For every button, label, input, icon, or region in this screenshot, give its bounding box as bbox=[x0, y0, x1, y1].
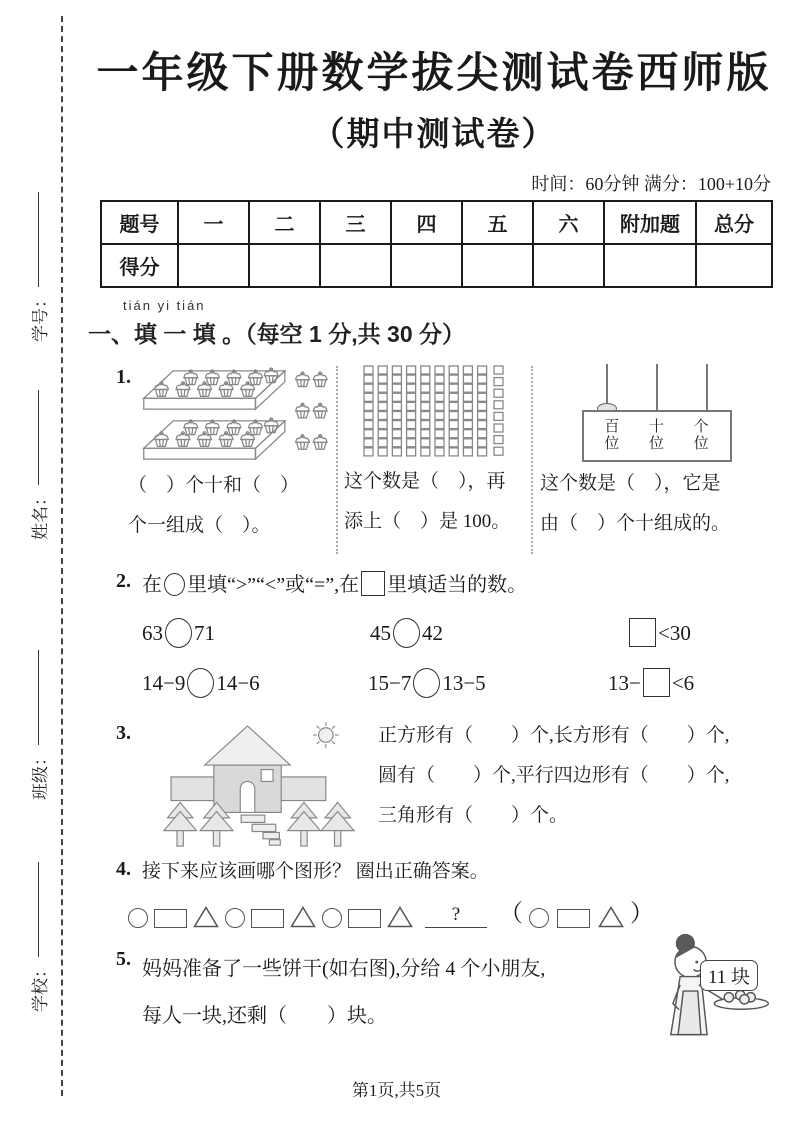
score-input-cell bbox=[604, 244, 696, 287]
score-table bbox=[100, 200, 773, 288]
q5-line2: 每人一块,还剩（ ）块。 bbox=[142, 1005, 387, 1027]
triangle-shape-icon bbox=[290, 906, 316, 928]
name-blank bbox=[38, 390, 39, 485]
abacus-image bbox=[540, 362, 773, 464]
score-table-cell: 附加题 bbox=[604, 201, 696, 244]
student-id-label: 学号： bbox=[30, 291, 50, 342]
score-table-cell: 二 bbox=[249, 201, 320, 244]
school-field bbox=[26, 812, 50, 1012]
abacus-rod-ones bbox=[706, 364, 708, 410]
fill-box-icon bbox=[643, 668, 670, 697]
student-id-field bbox=[26, 142, 50, 342]
q4-options-open-paren: （ bbox=[499, 901, 523, 927]
q2-number: 2. bbox=[116, 570, 131, 592]
rectangle-shape-icon bbox=[557, 909, 590, 928]
option-shapes bbox=[529, 906, 624, 928]
q2-prompt bbox=[142, 568, 527, 597]
q2-item-2 bbox=[370, 618, 443, 648]
seal-dashed-line bbox=[61, 16, 63, 1096]
cookie-count-label: 11 块 bbox=[700, 960, 758, 991]
triangle-shape-icon bbox=[598, 906, 624, 928]
q2-item-4-left: 14−9 bbox=[142, 671, 186, 695]
name-label: 姓名： bbox=[30, 489, 50, 540]
q2-item-5-right: 13−5 bbox=[442, 671, 486, 695]
q2-item-6-right: <6 bbox=[671, 671, 695, 695]
score-input-cell bbox=[391, 244, 462, 287]
compare-circle-icon bbox=[165, 618, 192, 648]
q1-divider-1 bbox=[336, 366, 338, 554]
q5-line1: 妈妈准备了一些饼干(如右图),分给 4 个小朋友, bbox=[142, 958, 546, 980]
section-one-heading bbox=[88, 316, 465, 349]
school-blank bbox=[38, 862, 39, 957]
score-table-header-row bbox=[101, 201, 772, 244]
q3-text bbox=[378, 716, 730, 836]
class-blank bbox=[38, 650, 39, 745]
score-row-label: 得分 bbox=[101, 244, 178, 287]
score-table-cell: 三 bbox=[320, 201, 391, 244]
triangle-shape-icon bbox=[387, 906, 413, 928]
student-id-blank bbox=[38, 192, 39, 287]
score-table-cell: 总分 bbox=[696, 201, 772, 244]
score-table-cell: 六 bbox=[533, 201, 604, 244]
q3-line2: 圆有（ ）个,平行四边形有（ ）个, bbox=[378, 765, 730, 786]
q1-col2-text-line2: 添上（ ）是 100。 bbox=[344, 511, 511, 532]
mother-with-cookies-image bbox=[648, 930, 788, 1048]
ones-place-label: 个位 bbox=[693, 419, 709, 452]
circle-shape-icon bbox=[322, 908, 342, 928]
q1-col3-text-line1: 这个数是（ ），它是 bbox=[540, 473, 721, 494]
q3-line1: 正方形有（ ）个,长方形有（ ）个, bbox=[378, 725, 730, 746]
q2-item-3-right: <30 bbox=[658, 621, 691, 645]
q2-prompt-part3: 里填适当的数。 bbox=[387, 574, 528, 596]
circle-shape-icon bbox=[529, 908, 549, 928]
class-label: 班级： bbox=[30, 749, 50, 800]
q4-prompt: 接下来应该画哪个图形？ 圈出正确答案。 bbox=[142, 861, 489, 882]
rectangle-shape-icon bbox=[251, 909, 284, 928]
box-placeholder-icon bbox=[361, 571, 385, 596]
q4-answer-blank: ? bbox=[425, 903, 487, 928]
score-input-cell bbox=[320, 244, 391, 287]
class-field bbox=[26, 600, 50, 800]
triangle-shape-icon bbox=[193, 906, 219, 928]
q2-prompt-part2: 里填“>”“<”或“=”,在 bbox=[187, 574, 360, 596]
q2-item-2-left: 45 bbox=[370, 621, 391, 645]
q1-column-abacus bbox=[540, 362, 773, 554]
sun-icon bbox=[313, 722, 338, 747]
page-title: 一年级下册数学拔尖测试卷西师版 bbox=[96, 51, 772, 97]
section-title: 填 一 填 。 bbox=[134, 321, 246, 347]
q1-number: 1. bbox=[116, 366, 131, 388]
score-input-cell bbox=[696, 244, 772, 287]
cupcake-trays-image bbox=[128, 362, 332, 466]
compare-circle-icon bbox=[187, 668, 214, 698]
q2-prompt-part1: 在 bbox=[142, 574, 162, 596]
hundreds-place-label: 百位 bbox=[604, 419, 620, 452]
school-label: 学校： bbox=[30, 961, 50, 1012]
time-score-info: 时间：60分钟 满分：100+10分 bbox=[531, 174, 771, 194]
score-input-cell bbox=[249, 244, 320, 287]
q1-col1-text-line2: 个一组成（ ）。 bbox=[128, 515, 271, 536]
q2-item-1-left: 63 bbox=[142, 621, 163, 645]
q1-col3-text-line2: 由（ ）个十组成的。 bbox=[540, 513, 731, 534]
circle-shape-icon bbox=[128, 908, 148, 928]
abacus-frame bbox=[582, 410, 732, 462]
q2-item-6-left: 13− bbox=[608, 671, 641, 695]
base-ten-blocks-image bbox=[344, 362, 528, 462]
score-input-cell bbox=[462, 244, 533, 287]
circle-shape-icon bbox=[225, 908, 245, 928]
circle-placeholder-icon bbox=[164, 573, 185, 596]
q1-col1-text-line1: （ ）个十和（ ） bbox=[128, 475, 300, 496]
section-points-note: （每空 1 分,共 30 分） bbox=[245, 321, 465, 347]
score-table-cell: 四 bbox=[391, 201, 462, 244]
name-field bbox=[26, 340, 50, 540]
score-input-cell bbox=[533, 244, 604, 287]
score-table-cell: 五 bbox=[462, 201, 533, 244]
tens-place-label: 十位 bbox=[648, 419, 664, 452]
q4-shape-sequence bbox=[128, 893, 654, 928]
q1-column-cupcakes bbox=[128, 362, 332, 554]
score-input-cell bbox=[178, 244, 249, 287]
q2-item-4 bbox=[142, 668, 260, 698]
house-scene-image bbox=[142, 715, 364, 852]
q2-item-1 bbox=[142, 618, 215, 648]
q1-col2-text-line1: 这个数是（ ），再 bbox=[344, 471, 506, 492]
q1-column-blocks bbox=[344, 362, 528, 554]
q3-line3: 三角形有（ ）个。 bbox=[378, 805, 569, 826]
q2-item-4-right: 14−6 bbox=[216, 671, 260, 695]
q5-number: 5. bbox=[116, 948, 131, 970]
score-table-cell: 题号 bbox=[101, 201, 178, 244]
compare-circle-icon bbox=[413, 668, 440, 698]
q5-text bbox=[142, 946, 545, 1040]
fill-box-icon bbox=[629, 618, 656, 647]
q3-number: 3. bbox=[116, 722, 131, 744]
q4-options-close-paren: ） bbox=[630, 901, 654, 927]
section-number: 一、 bbox=[88, 321, 134, 347]
q1-divider-2 bbox=[531, 366, 533, 554]
compare-circle-icon bbox=[393, 618, 420, 648]
q2-item-3 bbox=[627, 618, 691, 647]
q2-item-1-right: 71 bbox=[194, 621, 215, 645]
q2-item-5 bbox=[368, 668, 486, 698]
page-subtitle: （期中测试卷） bbox=[311, 117, 557, 153]
rectangle-shape-icon bbox=[348, 909, 381, 928]
score-table-score-row bbox=[101, 244, 772, 287]
score-table-cell: 一 bbox=[178, 201, 249, 244]
page-number-footer: 第1页,共5页 bbox=[351, 1081, 442, 1100]
pinyin-annotation: tián yi tián bbox=[123, 298, 206, 313]
q2-item-2-right: 42 bbox=[422, 621, 443, 645]
q2-item-5-left: 15−7 bbox=[368, 671, 412, 695]
abacus-rod-tens bbox=[656, 364, 658, 410]
rectangle-shape-icon bbox=[154, 909, 187, 928]
q4-number: 4. bbox=[116, 858, 131, 880]
q2-item-6 bbox=[608, 668, 694, 697]
pattern-shapes bbox=[128, 906, 413, 928]
